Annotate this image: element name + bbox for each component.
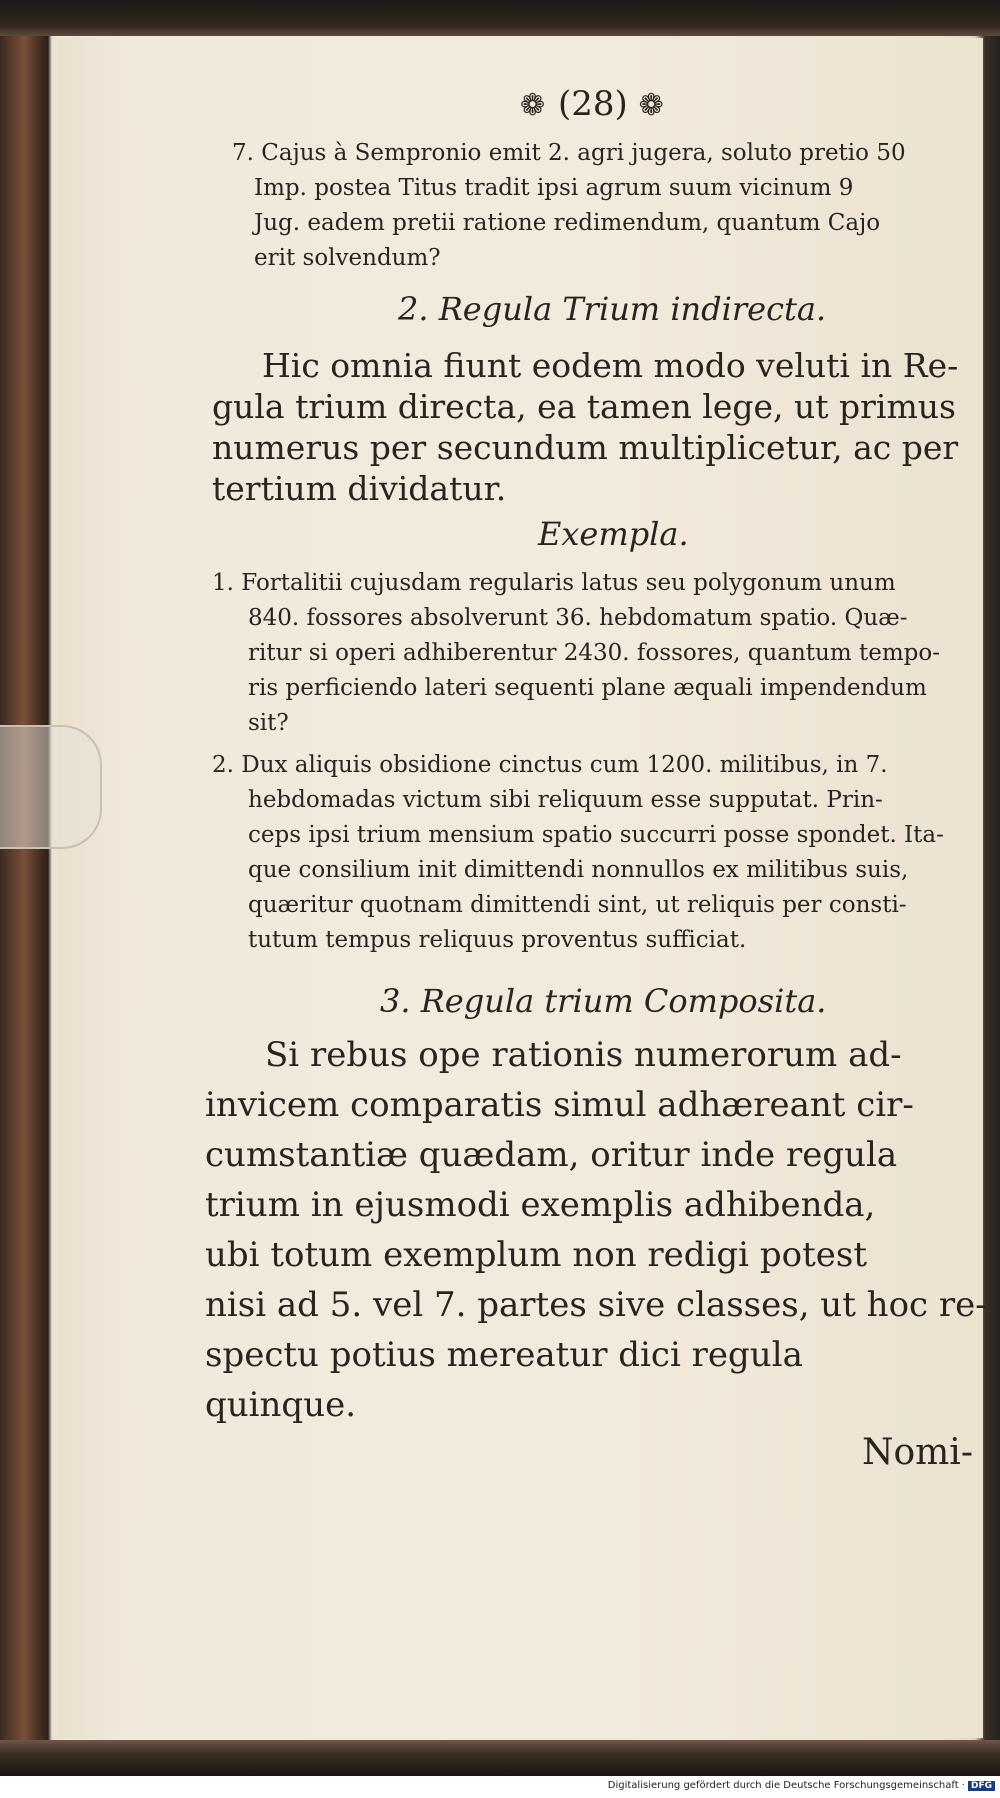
example-2 xyxy=(212,748,944,958)
text-line: 1. Fortalitii cujusdam regularis latus seu polygonum unum xyxy=(212,570,896,596)
text-line: Imp. postea Titus tradit ipsi agrum suum vicinum 9 xyxy=(254,175,854,201)
page-clip xyxy=(0,725,102,849)
text-line: tertium dividatur. xyxy=(212,469,507,508)
scan-top-edge xyxy=(0,0,1000,36)
ornament-left-icon: ❁ xyxy=(520,88,548,123)
section-3-body xyxy=(205,1030,987,1430)
section-2-body xyxy=(212,345,958,509)
text-line: numerus per secundum multiplicetur, ac per xyxy=(212,428,959,467)
scan-bottom-edge xyxy=(0,1740,1000,1776)
catchword: Nomi- xyxy=(862,1432,973,1473)
example-7 xyxy=(232,136,906,276)
text-line: ubi totum exemplum non redigi potest xyxy=(205,1235,867,1275)
example-1 xyxy=(212,566,940,741)
footer-text: Digitalisierung gefördert durch die Deutsche Forschungsgemeinschaft · xyxy=(607,1780,965,1791)
text-line: que consilium init dimittendi nonnullos ex militibus suis, xyxy=(248,857,909,883)
text-line: trium in ejusmodi exemplis adhibenda, xyxy=(205,1185,876,1225)
ornament-right-icon: ❁ xyxy=(638,88,666,123)
text-line: gula trium directa, ea tamen lege, ut primus xyxy=(212,387,956,426)
section-heading-indirecta: 2. Regula Trium indirecta. xyxy=(398,290,827,328)
text-line: 7. Cajus à Sempronio emit 2. agri jugera, soluto pretio 50 xyxy=(232,140,906,166)
text-line: 840. fossores absolverunt 36. hebdomatum spatio. Quæ- xyxy=(248,605,908,631)
text-line: Jug. eadem pretii ratione redimendum, quantum Cajo xyxy=(254,210,881,236)
text-line: invicem comparatis simul adhæreant cir- xyxy=(205,1085,914,1125)
examples-heading: Exempla. xyxy=(538,515,689,553)
text-line: ritur si operi adhiberentur 2430. fossores, quantum tempo- xyxy=(248,640,940,666)
text-line: hebdomadas victum sibi reliquum esse supputat. Prin- xyxy=(248,787,883,813)
page-number: (28) xyxy=(557,84,628,124)
text-line: cumstantiæ quædam, oritur inde regula xyxy=(205,1135,898,1175)
text-line: sit? xyxy=(248,710,289,736)
text-line: quinque. xyxy=(205,1385,357,1425)
dfg-logo: DFG xyxy=(968,1781,995,1791)
text-line: nisi ad 5. vel 7. partes sive classes, ut hoc re- xyxy=(205,1285,987,1325)
page-header xyxy=(520,84,666,124)
text-line: quæritur quotnam dimittendi sint, ut reliquis per consti- xyxy=(248,892,907,918)
text-line: 2. Dux aliquis obsidione cinctus cum 1200. militibus, in 7. xyxy=(212,752,888,778)
text-line: ris perficiendo lateri sequenti plane æquali impendendum xyxy=(248,675,927,701)
text-line: ceps ipsi trium mensium spatio succurri posse spondet. Ita- xyxy=(248,822,944,848)
digitization-footer xyxy=(600,1780,995,1794)
section-heading-composita: 3. Regula trium Composita. xyxy=(380,982,827,1020)
text-line: erit solvendum? xyxy=(254,245,441,271)
text-line: spectu potius mereatur dici regula xyxy=(205,1335,803,1375)
text-line: tutum tempus reliquus proventus sufficiat. xyxy=(248,927,747,953)
text-line: Si rebus ope rationis numerorum ad- xyxy=(265,1035,902,1075)
text-line: Hic omnia fiunt eodem modo veluti in Re- xyxy=(262,346,959,385)
